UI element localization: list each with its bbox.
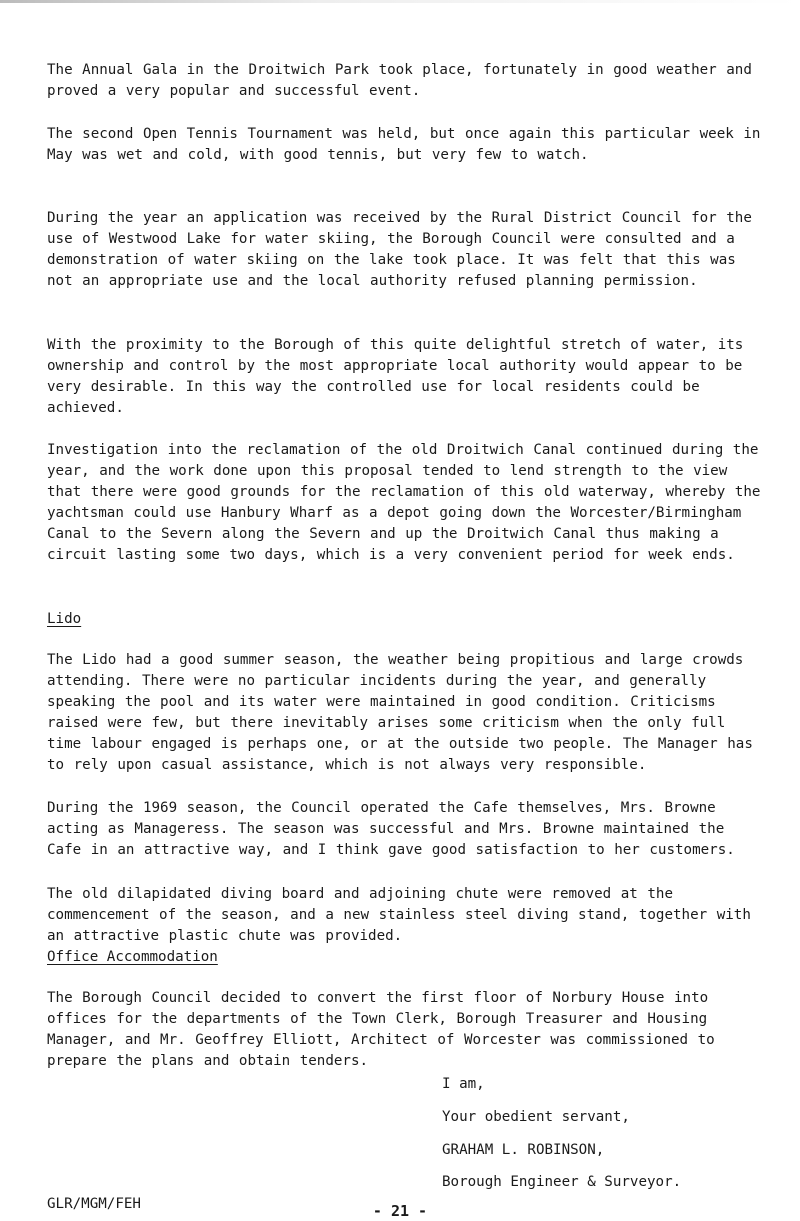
closing-i-am: I am,	[442, 1076, 485, 1092]
paragraph-diving-board: The old dilapidated diving board and adjoining chute were removed at the commencement of the season, and a new stainless steel diving stand, together with an attractive plastic chute was provided.	[47, 886, 751, 944]
reference-code: GLR/MGM/FEH	[47, 1196, 141, 1212]
paragraph-droitwich-canal: Investigation into the reclamation of the old Droitwich Canal continued during the year, and the work done upon this proposal tended to lend strength to the view that there were good grounds for the reclamation of this old waterway, whereby the yachtsman could use Hanbury Wharf as a depot going down the Worcester/Birmingham Canal to the Severn along the Severn and up the Droitwich Canal thus making a circuit lasting some two days, which is a very convenient period for week ends.	[47, 442, 761, 563]
scan-edge-line	[0, 0, 800, 3]
signatory-title: Borough Engineer & Surveyor.	[442, 1174, 682, 1190]
paragraph-water-skiing: During the year an application was received by the Rural District Council for the use of Westwood Lake for water skiing, the Borough Council were consulted and a demonstration of water skiing on the lake took place. It was felt that this was not an appropriate use and the local authority refused planning permission.	[47, 210, 752, 289]
heading-office-accommodation: Office Accommodation	[47, 949, 218, 965]
paragraph-tennis: The second Open Tennis Tournament was held, but once again this particular week in May was wet and cold, with good tennis, but very few to watch.	[47, 126, 761, 163]
heading-lido: Lido	[47, 611, 82, 627]
paragraph-westwood-lake: With the proximity to the Borough of this quite delightful stretch of water, its ownership and control by the most appropriate local authority would appear to be very desirable. In this way the controlled use for local residents could be achieved.	[47, 337, 744, 416]
paragraph-lido-season: The Lido had a good summer season, the weather being propitious and large crowds attending. There were no particular incidents during the year, and generally speaking the pool and its water were maintained in good condition. Criticisms raised were few, but there inevitably arises some criticism when the only full time labour engaged is perhaps one, or at the outside two people. The Manager has to rely upon casual assistance, which is not always very responsible.	[47, 652, 753, 773]
paragraph-norbury-house: The Borough Council decided to convert the first floor of Norbury House into offices for the departments of the Town Clerk, Borough Treasurer and Housing Manager, and Mr. Geoffrey Elliott, Architect of Worcester was commissioned to prepare the plans and obtain tenders.	[47, 990, 715, 1069]
paragraph-gala: The Annual Gala in the Droitwich Park took place, fortunately in good weather and proved a very popular and successful event.	[47, 62, 752, 99]
paragraph-lido-cafe: During the 1969 season, the Council operated the Cafe themselves, Mrs. Browne acting as Manageress. The season was successful and Mrs. Browne maintained the Cafe in an attractive way, and I think gave good satisfaction to her customers.	[47, 800, 735, 858]
page-number: - 21 -	[372, 1202, 428, 1220]
closing-servant: Your obedient servant,	[442, 1109, 630, 1125]
signatory-name: GRAHAM L. ROBINSON,	[442, 1142, 605, 1158]
